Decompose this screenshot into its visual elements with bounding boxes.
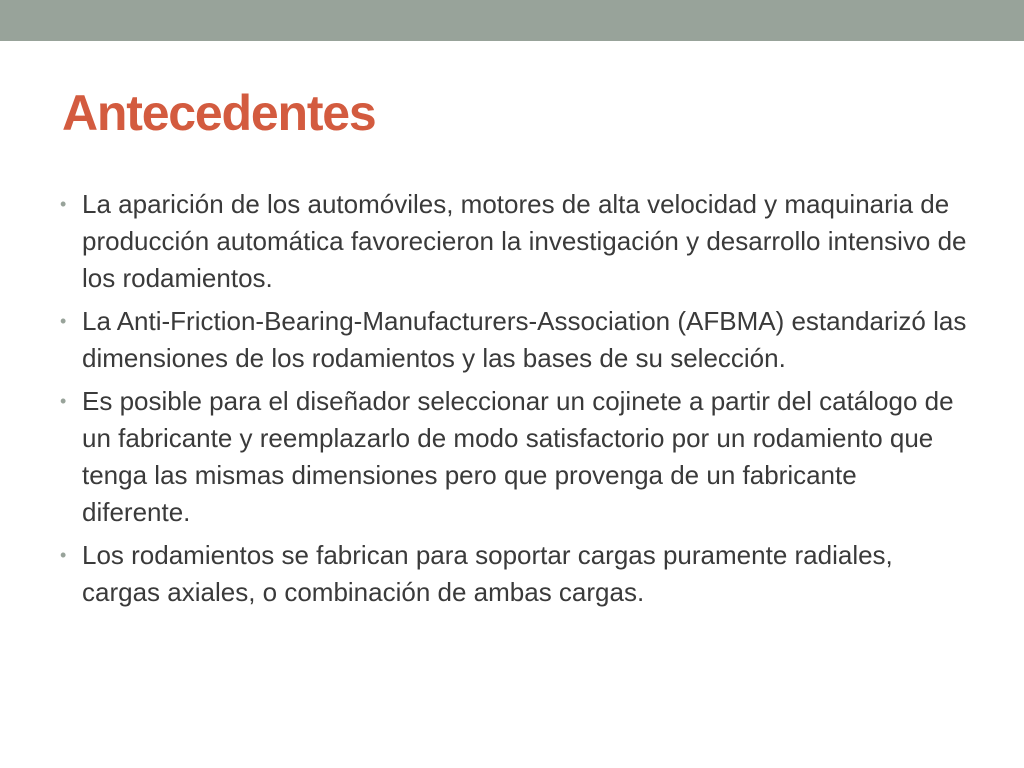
bullet-icon: •: [60, 194, 67, 214]
top-accent-bar: [0, 0, 1024, 41]
bullet-icon: •: [60, 545, 67, 565]
bullet-icon: •: [60, 391, 67, 411]
bullet-item: [60, 383, 970, 531]
bullet-list: [60, 186, 970, 617]
bullet-text: Los rodamientos se fabrican para soportar cargas puramente radiales, cargas axiales, o combinación de ambas cargas.: [82, 540, 893, 607]
bullet-text: Es posible para el diseñador seleccionar un cojinete a partir del catálogo de un fabricante y reemplazarlo de modo satisfactorio por un rodamiento que tenga las mismas dimensiones pero que provenga de un fabricante diferente.: [82, 386, 954, 527]
slide-title: Antecedentes: [62, 85, 376, 141]
bullet-icon: •: [60, 311, 67, 331]
bullet-item: [60, 303, 970, 377]
bullet-item: [60, 186, 970, 297]
bullet-text: La Anti-Friction-Bearing-Manufacturers-Association (AFBMA) estandarizó las dimensiones de los rodamientos y las bases de su selección.: [82, 306, 967, 373]
bullet-text: La aparición de los automóviles, motores de alta velocidad y maquinaria de producción automática favorecieron la investigación y desarrollo intensivo de los rodamientos.: [82, 189, 967, 293]
bullet-item: [60, 537, 970, 611]
